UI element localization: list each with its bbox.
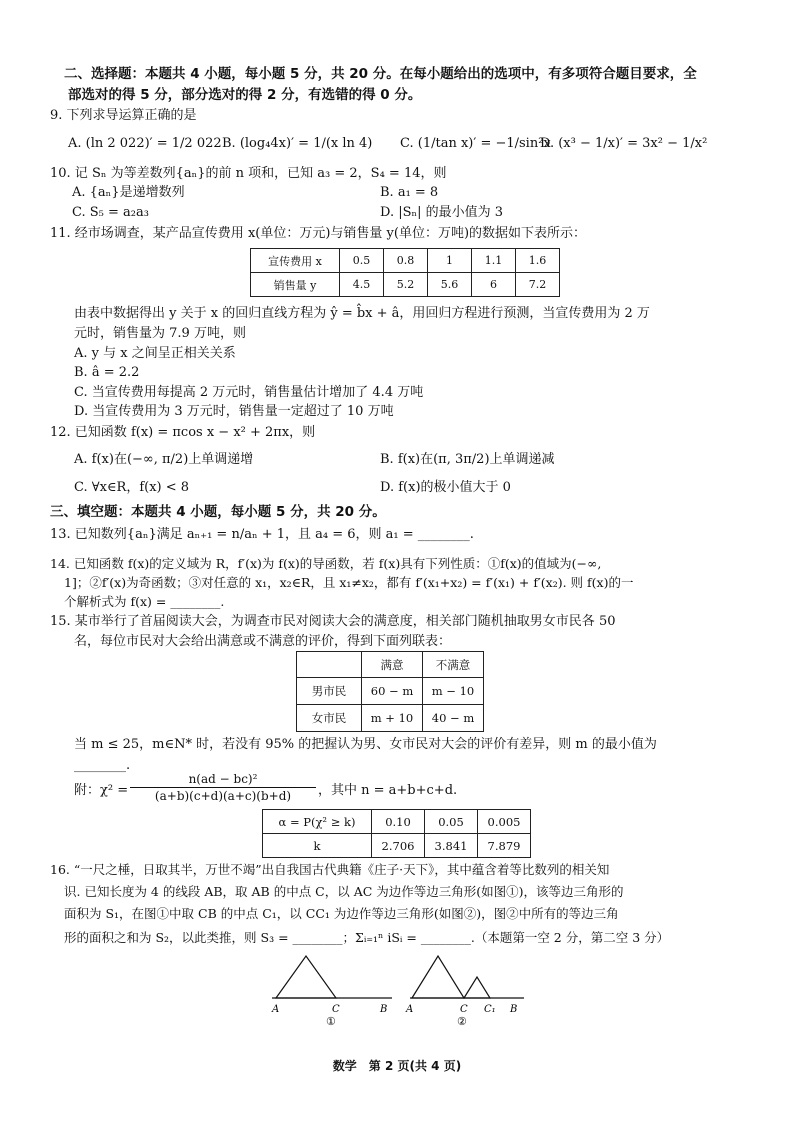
section-2-header-cont: 部选对的得 5 分，部分选对的得 2 分，有选错的得 0 分。 (68, 87, 422, 103)
q9-option-b: B. (log₄4x)′ = 1/(x ln 4) (222, 136, 373, 151)
q10-option-c: C. S₅ = a₂a₃ (72, 205, 149, 220)
q16-line-4: 形的面积之和为 S₂，以此类推，则 S₃ = ________；Σᵢ₌₁ⁿ iSᵢ = ________.（本题第一空 2 分，第二空 3 分） (64, 930, 670, 945)
q13-text: 13. 已知数列{aₙ}满足 aₙ₊₁ = n/aₙ + 1，且 a₄ = 6，则 a₁ = ________. (50, 527, 474, 542)
q14-line-1: 14. 已知函数 f(x)的定义域为 R，f′(x)为 f(x)的导函数，若 f(x)具有下列性质：①f(x)的值域为(−∞, (50, 556, 602, 571)
fig2-number: ② (457, 1015, 467, 1028)
table-cell: 0.8 (384, 249, 428, 273)
fig2-label-b: B (510, 1004, 518, 1015)
fig1-label-b: B (380, 1004, 388, 1015)
q11-text-1: 由表中数据得出 y 关于 x 的回归直线方程为 ŷ = b̂x + â，用回归方程进行预测，当宣传费用为 2 万 (74, 306, 650, 321)
q14-line-2: 1]；②f′(x)为奇函数；③对任意的 x₁，x₂∈R，且 x₁≠x₂，都有 f′(x₁+x₂) = f′(x₁) + f′(x₂). 则 f(x)的一 (64, 575, 634, 590)
table-cell: 40 − m (423, 705, 484, 732)
table-cell: 2.706 (372, 834, 425, 858)
fig2-triangle-large (412, 956, 464, 998)
table-cell: 1.6 (516, 249, 560, 273)
table-cell: 60 − m (362, 678, 423, 705)
table-row (297, 652, 484, 678)
q11-option-c: C. 当宣传费用每提高 2 万元时，销售量估计增加了 4.4 万吨 (74, 385, 424, 400)
q16-line-1: 16. “一尺之棰，日取其半，万世不竭”出自我国古代典籍《庄子·天下》，其中蕴含着等比数列的相关知 (50, 862, 610, 877)
q15-line-4: ________. (74, 758, 131, 773)
table-row (251, 273, 560, 297)
q10-option-d: D. |Sₙ| 的最小值为 3 (380, 205, 504, 220)
table-row (251, 249, 560, 273)
table-cell: 0.10 (372, 810, 425, 834)
table-cell: 7.879 (478, 834, 531, 858)
table-cell: 不满意 (423, 652, 484, 678)
table-cell: 5.6 (428, 273, 472, 297)
fig1-label-c: C (332, 1004, 340, 1015)
table-cell: m − 10 (423, 678, 484, 705)
q11-text-2: 元时，销售量为 7.9 万吨，则 (74, 326, 246, 341)
q14-line-3: 个解析式为 f(x) = ________. (64, 594, 225, 609)
formula-numerator: n(ad − bc)² (130, 771, 316, 788)
section-3-header: 三、填空题：本题共 4 小题，每小题 5 分，共 20 分。 (50, 504, 386, 520)
q12-option-d: D. f(x)的极小值大于 0 (380, 480, 511, 495)
table-cell: 男市民 (297, 678, 362, 705)
q12-stem: 12. 已知函数 f(x) = πcos x − x² + 2πx，则 (50, 425, 316, 440)
q9-option-d: D. (x³ − 1/x)′ = 3x² − 1/x² (540, 136, 708, 151)
table-cell: 0.005 (478, 810, 531, 834)
q9-option-c: C. (1/tan x)′ = −1/sin²x (400, 136, 551, 151)
table-cell: 销售量 y (251, 273, 340, 297)
q10-option-a: A. {aₙ}是递增数列 (72, 185, 185, 200)
q15-line-1: 15. 某市举行了首届阅读大会，为调查市民对阅读大会的满意度，相关部门随机抽取男女市民各 50 (50, 614, 616, 629)
table-cell: m + 10 (362, 705, 423, 732)
fig2-label-a: A (406, 1004, 414, 1015)
table-cell: 满意 (362, 652, 423, 678)
formula-denominator: (a+b)(c+d)(a+c)(b+d) (154, 789, 292, 803)
table-cell: 5.2 (384, 273, 428, 297)
table-cell: α = P(χ² ≥ k) (263, 810, 372, 834)
table-row (263, 834, 531, 858)
table-row (263, 810, 531, 834)
section-2-header: 二、选择题：本题共 4 小题，每小题 5 分，共 20 分。在每小题给出的选项中，有多项符合题目要求，全 (64, 66, 697, 82)
q11-stem: 11. 经市场调查，某产品宣传费用 x(单位：万元)与销售量 y(单位：万吨)的数据如下表所示： (50, 226, 587, 241)
table-cell: 7.2 (516, 273, 560, 297)
formula-prefix: 附：χ² = (74, 783, 129, 798)
page-footer: 数学 第 2 页(共 4 页) (332, 1059, 462, 1073)
fig2-label-c: C (460, 1004, 468, 1015)
formula-fraction (130, 771, 316, 804)
q16-line-2: 识. 已知长度为 4 的线段 AB，取 AB 的中点 C，以 AC 为边作等边三角形(如图①)，该等边三角形的 (64, 884, 624, 899)
table-row (297, 705, 484, 732)
table-cell: 4.5 (340, 273, 384, 297)
chi-square-critical-table (262, 809, 531, 858)
q16-figures (262, 952, 542, 1032)
table-row (297, 678, 484, 705)
q10-stem: 10. 记 Sₙ 为等差数列{aₙ}的前 n 项和，已知 a₃ = 2，S₄ = 14，则 (50, 166, 447, 181)
q15-line-2: 名，每位市民对大会给出满意或不满意的评价，得到下面列联表： (74, 634, 452, 649)
table-cell: 3.841 (425, 834, 478, 858)
q9-option-a: A. (ln 2 022)′ = 1/2 022 (68, 136, 222, 151)
table-cell (297, 652, 362, 678)
table-cell: k (263, 834, 372, 858)
q9-stem: 9. 下列求导运算正确的是 (50, 108, 197, 123)
fig1-number: ① (326, 1015, 336, 1028)
table-cell: 0.05 (425, 810, 478, 834)
fig2-label-c1: C₁ (484, 1004, 496, 1015)
fig1-label-a: A (272, 1004, 280, 1015)
table-cell: 0.5 (340, 249, 384, 273)
q11-option-b: B. â = 2.2 (74, 365, 140, 380)
formula-suffix: ，其中 n = a+b+c+d. (318, 783, 458, 798)
q10-option-b: B. a₁ = 8 (380, 185, 439, 200)
q15-line-3: 当 m ≤ 25，m∈N* 时，若没有 95% 的把握认为男、女市民对大会的评价有差异，则 m 的最小值为 (74, 737, 657, 752)
q11-option-d: D. 当宣传费用为 3 万元时，销售量一定超过了 10 万吨 (74, 404, 394, 419)
q11-option-a: A. y 与 x 之间呈正相关关系 (74, 346, 236, 361)
table-cell: 宣传费用 x (251, 249, 340, 273)
q12-option-c: C. ∀x∈R，f(x) < 8 (74, 480, 190, 495)
q15-contingency-table (296, 651, 484, 732)
q12-option-b: B. f(x)在(π, 3π/2)上单调递减 (380, 452, 555, 467)
q16-line-3: 面积为 S₁，在图①中取 CB 的中点 C₁，以 CC₁ 为边作等边三角形(如图②)，图②中所有的等边三角 (64, 906, 619, 921)
table-cell: 1.1 (472, 249, 516, 273)
table-cell: 1 (428, 249, 472, 273)
fig2-triangle-small (464, 977, 490, 998)
table-cell: 6 (472, 273, 516, 297)
table-cell: 女市民 (297, 705, 362, 732)
q12-option-a: A. f(x)在(−∞, π/2)上单调递增 (74, 452, 254, 467)
fig1-triangle (276, 956, 336, 998)
q11-data-table (250, 248, 560, 297)
